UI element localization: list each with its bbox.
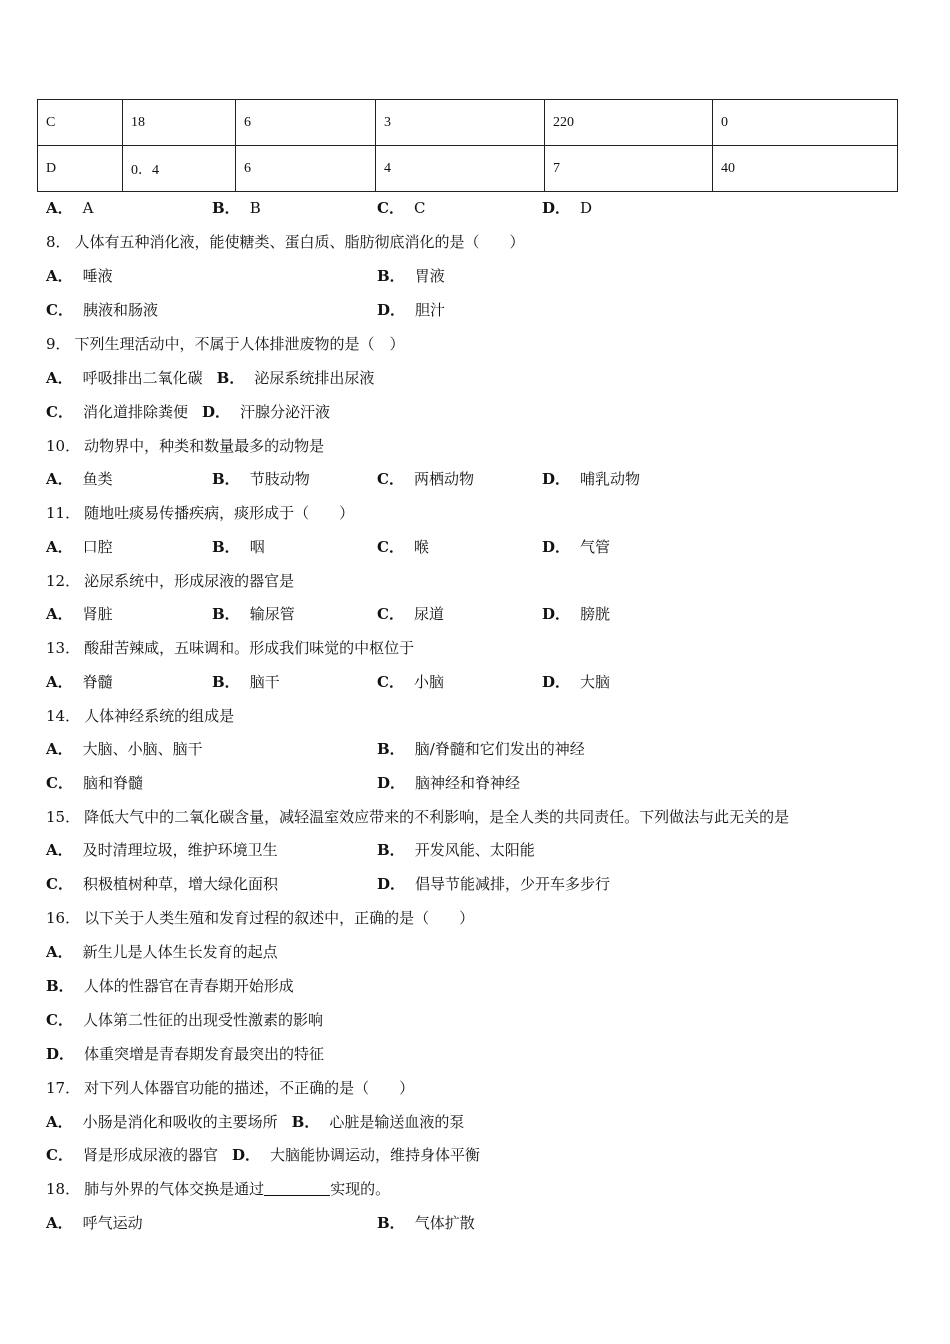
table-cell: 40 <box>713 146 898 192</box>
question-13: 13． 酸甜苦辣咸，五味调和。形成我们味觉的中枢位于 <box>46 639 415 657</box>
question-12: 12． 泌尿系统中，形成尿液的器官是 <box>46 572 295 590</box>
q17-options-row2 <box>46 1143 480 1167</box>
option-a: A． A <box>46 199 94 217</box>
table-row <box>38 146 898 192</box>
question-18: 18． 肺与外界的气体交换是通过 实现的。 <box>46 1180 391 1198</box>
question-10: 10． 动物界中，种类和数量最多的动物是 <box>46 437 325 455</box>
q8-options-row1 <box>46 264 445 288</box>
table-row <box>38 100 898 146</box>
option-d: D． 汗腺分泌汗液 <box>201 403 330 421</box>
option-d: D． 哺乳动物 <box>542 470 641 488</box>
question-16: 16． 以下关于人类生殖和发育过程的叙述中，正确的是（ ） <box>46 909 475 927</box>
q10-options <box>46 467 640 491</box>
option-b: B． 节肢动物 <box>212 470 310 488</box>
option-d: D． 膀胱 <box>542 605 611 623</box>
option-a: A． 脊髓 <box>46 673 113 691</box>
q11-options <box>46 535 610 559</box>
option-d: D． D <box>542 199 593 217</box>
table-cell: 7 <box>545 146 713 192</box>
table-cell: 6 <box>236 100 376 146</box>
q12-options <box>46 602 610 626</box>
question-9: 9． 下列生理活动中，不属于人体排泄废物的是（ ） <box>46 335 405 353</box>
option-a: A． 呼吸排出二氧化碳 <box>46 369 203 387</box>
option-a: A． 鱼类 <box>46 470 113 488</box>
table-cell: 18 <box>123 100 236 146</box>
option-b: B． 开发风能、太阳能 <box>377 841 535 859</box>
answer-blank <box>264 1179 330 1196</box>
option-c: C． 小脑 <box>377 673 444 691</box>
question-15: 15． 降低大气中的二氧化碳含量，减轻温室效应带来的不利影响，是全人类的共同责任。下列做法与此无关的是 <box>46 808 790 826</box>
q16-option-a: A． 新生儿是人体生长发育的起点 <box>46 943 278 961</box>
option-c: C． 两栖动物 <box>377 470 474 488</box>
question-8: 8． 人体有五种消化液，能使糖类、蛋白质、脂肪彻底消化的是（ ） <box>46 233 525 251</box>
option-c: C． 积极植树种草，增大绿化面积 <box>46 875 278 893</box>
option-d: D． 大脑能协调运动，维持身体平衡 <box>231 1146 480 1164</box>
option-a: A． 肾脏 <box>46 605 113 623</box>
option-c: C． 喉 <box>377 538 429 556</box>
q17-options-row1 <box>46 1110 464 1134</box>
option-d: D． 大脑 <box>542 673 611 691</box>
q15-options-row1 <box>46 838 535 862</box>
table-cell: 0 <box>713 100 898 146</box>
option-a: A． 小肠是消化和吸收的主要场所 <box>46 1113 278 1131</box>
option-b: B． 胃液 <box>377 267 445 285</box>
question-17: 17． 对下列人体器官功能的描述，不正确的是（ ） <box>46 1079 415 1097</box>
option-c: C． 尿道 <box>377 605 444 623</box>
option-d: D． 气管 <box>542 538 611 556</box>
q16-option-c: C． 人体第二性征的出现受性激素的影响 <box>46 1011 323 1029</box>
q13-options <box>46 670 610 694</box>
table-cell: 220 <box>545 100 713 146</box>
q15-options-row2 <box>46 872 610 896</box>
option-d: D． 倡导节能减排，少开车多步行 <box>377 875 611 893</box>
q16-option-d: D． 体重突增是青春期发育最突出的特征 <box>46 1045 325 1063</box>
option-a: A． 口腔 <box>46 538 113 556</box>
option-c: C． 消化道排除粪便 <box>46 403 188 421</box>
option-b: B． 泌尿系统排出尿液 <box>216 369 375 387</box>
q9-options-row2 <box>46 400 330 424</box>
q18-options <box>46 1211 475 1235</box>
option-b: B． 输尿管 <box>212 605 295 623</box>
option-c: C． 脑和脊髓 <box>46 774 143 792</box>
option-a: A． 唾液 <box>46 267 113 285</box>
option-c: C． C <box>377 199 426 217</box>
option-b: B． 脑/脊髓和它们发出的神经 <box>377 740 585 758</box>
option-d: D． 胆汁 <box>377 301 446 319</box>
q8-options-row2 <box>46 298 445 322</box>
question-14: 14． 人体神经系统的组成是 <box>46 707 235 725</box>
option-b: B． B <box>212 199 261 217</box>
option-b: B． 心脏是输送血液的泵 <box>291 1113 465 1131</box>
table-cell: C <box>38 100 123 146</box>
q16-option-b: B． 人体的性器官在青春期开始形成 <box>46 977 294 995</box>
option-d: D． 脑神经和脊神经 <box>377 774 521 792</box>
option-b: B． 咽 <box>212 538 265 556</box>
q14-options-row2 <box>46 771 520 795</box>
q9-options-row1 <box>46 366 374 390</box>
data-table <box>37 99 898 192</box>
option-a: A． 呼气运动 <box>46 1214 143 1232</box>
table-cell: 6 <box>236 146 376 192</box>
option-c: C． 胰液和肠液 <box>46 301 158 319</box>
option-a: A． 及时清理垃圾，维护环境卫生 <box>46 841 278 859</box>
option-b: B． 气体扩散 <box>377 1214 475 1232</box>
q14-options-row1 <box>46 737 585 761</box>
table-cell: 3 <box>376 100 545 146</box>
option-b: B． 脑干 <box>212 673 280 691</box>
table-cell: 4 <box>376 146 545 192</box>
q7-options <box>46 196 592 220</box>
option-c: C． 肾是形成尿液的器官 <box>46 1146 218 1164</box>
table-cell: 0．4 <box>123 146 236 192</box>
option-a: A． 大脑、小脑、脑干 <box>46 740 203 758</box>
question-11: 11． 随地吐痰易传播疾病，痰形成于（ ） <box>46 504 355 522</box>
table-cell: D <box>38 146 123 192</box>
